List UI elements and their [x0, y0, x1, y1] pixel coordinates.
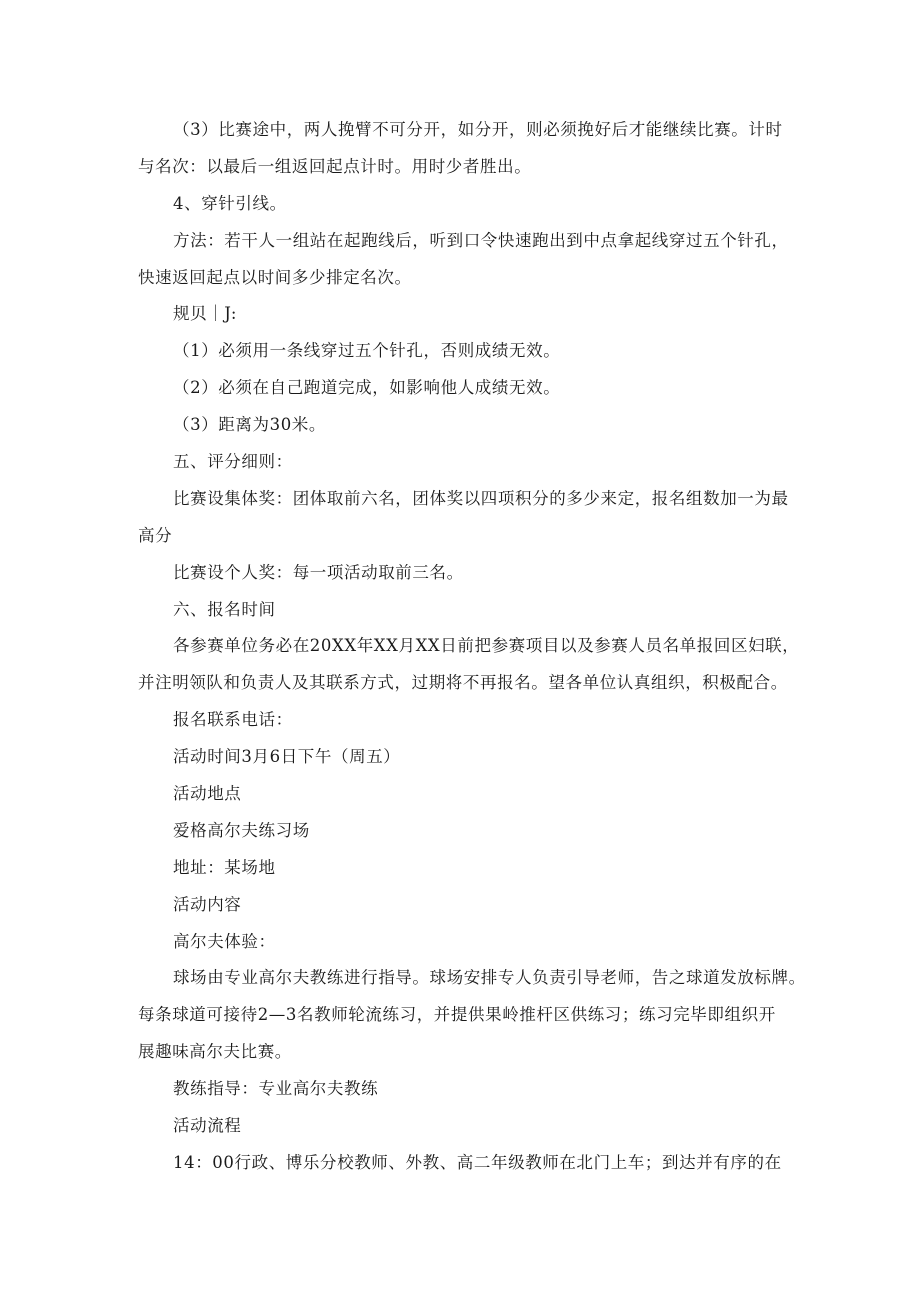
text-line: 方法：若干人一组站在起跑线后，听到口令快速跑出到中点拿起线穿过五个针孔， — [173, 230, 789, 250]
text-line: 活动流程 — [173, 1116, 242, 1136]
text-line: 比赛设集体奖：团体取前六名，团体奖以四项积分的多少来定，报名组数加一为最 — [173, 488, 789, 508]
text-line: 各参赛单位务必在20XX年XX月XX日前把参赛项目以及参赛人员名单报回区妇联， — [173, 636, 800, 656]
text-line: （1）必须用一条线穿过五个针孔，否则成绩无效。 — [173, 341, 561, 361]
text-line: 高尔夫体验： — [173, 931, 276, 951]
text-line: （3）比赛途中，两人挽臂不可分开，如分开，则必须挽好后才能继续比赛。计时 — [173, 120, 783, 139]
text-line: 球场由专业高尔夫教练进行指导。球场安排专人负责引导老师，告之球道发放标牌。 — [173, 968, 806, 988]
text-line: 并注明领队和负责人及其联系方式，过期将不再报名。望各单位认真组织，积极配合。 — [138, 673, 788, 693]
text-line: （3）距离为30米。 — [173, 415, 326, 435]
text-line: 14：00行政、博乐分校教师、外教、高二年级教师在北门上车；到达并有序的在 — [173, 1152, 782, 1172]
text-line: 地址：某场地 — [173, 857, 276, 877]
text-line: 每条球道可接待2—3名教师轮流练习，并提供果岭推杆区供练习；练习完毕即组织开 — [138, 1005, 776, 1025]
text-line: 活动内容 — [173, 894, 242, 914]
text-line: 报名联系电话： — [173, 710, 293, 730]
document-body — [138, 112, 806, 1182]
text-line: 展趣味高尔夫比赛。 — [138, 1042, 292, 1062]
text-line: （2）必须在自己跑道完成，如影响他人成绩无效。 — [173, 378, 561, 398]
text-line: 五、评分细则： — [173, 452, 293, 472]
text-line: 活动地点 — [173, 784, 242, 804]
text-line: 快速返回起点以时间多少排定名次。 — [138, 267, 412, 287]
text-line: 规贝｜J: — [173, 304, 238, 324]
text-line: 爱格高尔夫练习场 — [173, 820, 310, 840]
text-line: 活动时间3月6日下午（周五） — [173, 747, 401, 767]
text-line: 与名次：以最后一组返回起点计时。用时少者胜出。 — [138, 156, 532, 176]
text-line: 4、穿针引线。 — [173, 193, 287, 213]
text-line: 教练指导：专业高尔夫教练 — [173, 1079, 379, 1099]
text-line: 比赛设个人奖：每一项活动取前三名。 — [173, 562, 464, 582]
text-line: 六、报名时间 — [173, 599, 276, 619]
text-line: 高分 — [138, 525, 173, 545]
